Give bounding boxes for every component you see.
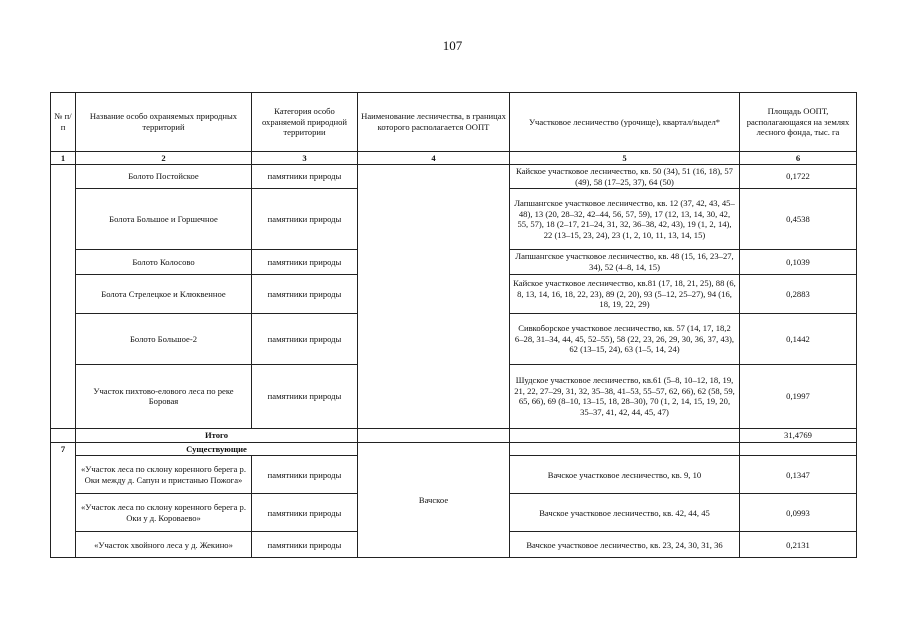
area-cell: 0,1039: [740, 250, 857, 274]
column-numbers-row: [51, 152, 857, 165]
column-number: 3: [252, 152, 358, 165]
name-cell: «Участок хвойного леса у д. Жекино»: [76, 532, 252, 558]
area-cell: 0,2883: [740, 274, 857, 313]
header-name: Название особо охраняемых природных территорий: [76, 93, 252, 152]
section-number: 7: [51, 442, 76, 558]
area-cell: 0,1347: [740, 456, 857, 494]
category-cell: памятники природы: [252, 494, 358, 532]
header-district: Участковое лесничество (урочище), квартал/выдел*: [510, 93, 740, 152]
area-cell: 0,0993: [740, 494, 857, 532]
district-cell: Вачское участковое лесничество, кв. 9, 10: [510, 456, 740, 494]
number-cell: [51, 165, 76, 429]
district-cell: Лапшангское участковое лесничество, кв. 48 (15, 16, 23–27, 34), 52 (4–8, 14, 15): [510, 250, 740, 274]
name-cell: «Участок леса по склону коренного берега р. Оки у д. Короваево»: [76, 494, 252, 532]
area-cell: 0,1722: [740, 165, 857, 189]
section-forestry: Вачское: [358, 442, 510, 558]
district-cell: Сивкоборское участковое лесничество, кв. 57 (14, 17, 18,2 6–28, 31–34, 44, 45, 52–55), 58 (22, 23, 26, 29, 30, 36, 37, 43), 62 (13–15, 24), 63 (1–5, 14, 24): [510, 313, 740, 364]
total-row: [51, 428, 857, 442]
name-cell: Участок пихтово-елового леса по реке Боровая: [76, 364, 252, 428]
total-value: 31,4769: [740, 428, 857, 442]
category-cell: памятники природы: [252, 313, 358, 364]
area-cell: 0,2131: [740, 532, 857, 558]
header-row: [51, 93, 857, 152]
category-cell: памятники природы: [252, 364, 358, 428]
column-number: 1: [51, 152, 76, 165]
name-cell: Болота Большое и Горшечное: [76, 189, 252, 250]
category-cell: памятники природы: [252, 456, 358, 494]
name-cell: Болота Стрелецкое и Клюквенное: [76, 274, 252, 313]
header-category: Категория особо охраняемой природной территории: [252, 93, 358, 152]
district-cell: Вачское участковое лесничество, кв. 42, 44, 45: [510, 494, 740, 532]
column-number: 5: [510, 152, 740, 165]
column-number: 6: [740, 152, 857, 165]
district-cell: Кайское участковое лесничество, кв. 50 (34), 51 (16, 18), 57 (49), 58 (17–25, 37), 64 (50): [510, 165, 740, 189]
name-cell: «Участок леса по склону коренного берега р. Оки между д. Сапун и пристанью Пожога»: [76, 456, 252, 494]
name-cell: Болото Колосово: [76, 250, 252, 274]
district-cell: Лапшангское участковое лесничество, кв. 12 (37, 42, 43, 45–48), 13 (20, 28–32, 42–44, 56, 57, 59), 17 (12, 13, 14, 30, 42, 55, 57), 18 (2–17, 21–24, 31, 32, 36–38, 42, 43), 19 (1, 2, 14), 22 (13–15, 23, 24), 23 (1, 2, 10, 11, 13, 14, 15): [510, 189, 740, 250]
section-row: [51, 442, 857, 456]
header-forestry: Наименование лесничества, в границах которого располагается ООПТ: [358, 93, 510, 152]
name-cell: Болото Большое-2: [76, 313, 252, 364]
area-cell: 0,1997: [740, 364, 857, 428]
district-cell: Кайское участковое лесничество, кв.81 (17, 18, 21, 25), 88 (6, 8, 13, 14, 16, 18, 22, 23), 89 (2, 20), 93 (5–12, 25–27), 94 (16, 18, 19, 22, 29): [510, 274, 740, 313]
category-cell: памятники природы: [252, 165, 358, 189]
header-area: Площадь ООПТ, располагающаяся на землях лесного фонда, тыс. га: [740, 93, 857, 152]
column-number: 4: [358, 152, 510, 165]
total-label: Итого: [76, 428, 358, 442]
category-cell: памятники природы: [252, 189, 358, 250]
category-cell: памятники природы: [252, 250, 358, 274]
district-cell: Шудское участковое лесничество, кв.61 (5–8, 10–12, 18, 19, 21, 22, 27–29, 31, 32, 35–38, 41–53, 55–57, 62, 66), 62 (58, 59, 65, 66), 69 (8–10, 13–15, 18, 28–30), 70 (1, 2, 14, 15, 19, 20, 35–37, 41, 42, 44, 45, 47): [510, 364, 740, 428]
district-cell: Вачское участковое лесничество, кв. 23, 24, 30, 31, 36: [510, 532, 740, 558]
area-cell: 0,4538: [740, 189, 857, 250]
table-row: [51, 165, 857, 189]
protected-areas-table: [50, 92, 857, 558]
forestry-cell: [358, 165, 510, 429]
area-cell: 0,1442: [740, 313, 857, 364]
page-number: 107: [442, 38, 463, 53]
column-number: 2: [76, 152, 252, 165]
category-cell: памятники природы: [252, 532, 358, 558]
header-number: № п/п: [51, 93, 76, 152]
category-cell: памятники природы: [252, 274, 358, 313]
name-cell: Болото Постойское: [76, 165, 252, 189]
section-title: Существующие: [76, 442, 358, 456]
